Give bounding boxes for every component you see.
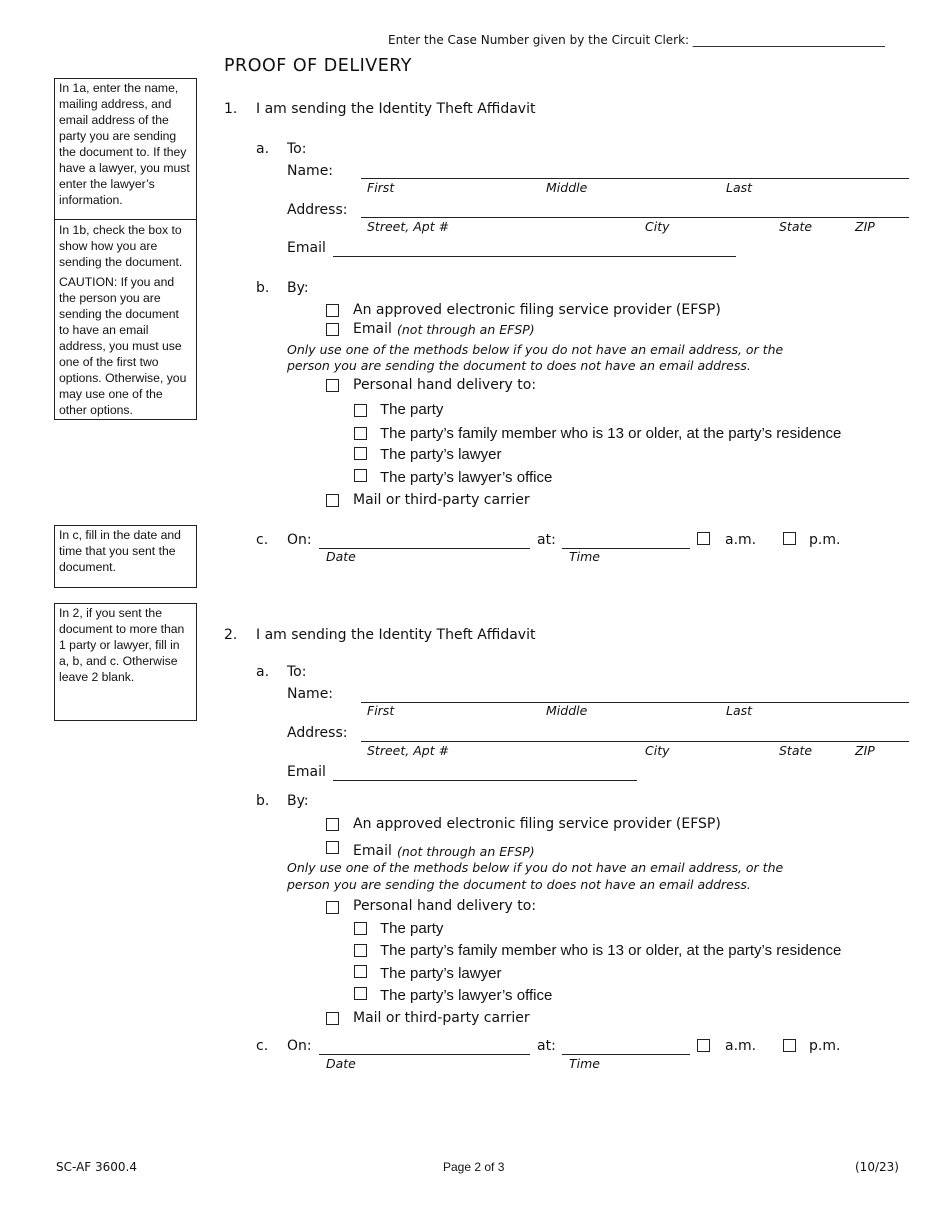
email-option-note: (not through an EFSP) — [397, 844, 535, 859]
efsp-checkbox[interactable] — [326, 304, 339, 317]
mail-checkbox[interactable] — [326, 494, 339, 507]
state-caption: State — [779, 743, 813, 758]
page-number: Page 2 of 3 — [443, 1160, 505, 1174]
instruction-text: In c, fill in the date and time that you sent the document. — [59, 528, 181, 574]
first-caption: First — [367, 180, 395, 195]
caution-text: CAUTION: If you and the person you are sending the document to have an email address, you must use one of the first two options. Otherwise, you may use one of the other options. — [59, 275, 187, 417]
city-caption: City — [645, 743, 670, 758]
lawyer-office-checkbox[interactable] — [354, 987, 367, 1000]
family-member-checkbox[interactable] — [354, 427, 367, 440]
am-checkbox[interactable] — [697, 1039, 710, 1052]
date-caption: Date — [326, 549, 356, 564]
section-number: 1. — [224, 101, 238, 117]
street-caption: Street, Apt # — [367, 743, 450, 758]
the-party-label: The party — [380, 401, 444, 418]
name-label: Name: — [287, 686, 334, 702]
name-label: Name: — [287, 163, 334, 179]
form-id: SC-AF 3600.4 — [56, 1160, 137, 1174]
instruction-box-2 — [54, 603, 197, 721]
zip-caption: ZIP — [855, 219, 875, 234]
name-field[interactable] — [361, 702, 909, 703]
zip-caption: ZIP — [855, 743, 875, 758]
instruction-box-1a — [54, 78, 197, 220]
item-a-label: a. — [256, 664, 270, 680]
pm-checkbox[interactable] — [783, 532, 796, 545]
name-field[interactable] — [361, 178, 909, 179]
item-b-label: b. — [256, 793, 270, 809]
page-title: PROOF OF DELIVERY — [224, 56, 412, 76]
mail-checkbox[interactable] — [326, 1012, 339, 1025]
lawyer-office-label: The party’s lawyer’s office — [380, 987, 553, 1004]
email-checkbox[interactable] — [326, 323, 339, 336]
hand-delivery-label: Personal hand delivery to: — [353, 377, 537, 393]
by-label: By: — [287, 793, 309, 809]
last-caption: Last — [726, 703, 753, 718]
email-label: Email — [287, 764, 326, 780]
email-option-label: Email — [353, 321, 392, 337]
efsp-option-label: An approved electronic filing service provider (EFSP) — [353, 816, 721, 832]
pm-checkbox[interactable] — [783, 1039, 796, 1052]
family-member-label: The party’s family member who is 13 or older, at the party’s residence — [380, 942, 842, 959]
item-a-label: a. — [256, 141, 270, 157]
address-label: Address: — [287, 725, 348, 741]
street-caption: Street, Apt # — [367, 219, 450, 234]
email-option-label: Email — [353, 843, 392, 859]
instruction-box-c — [54, 525, 197, 588]
instruction-text: In 2, if you sent the document to more than 1 party or lawyer, fill in a, b, and c. Otherwise leave 2 blank. — [59, 606, 185, 684]
the-party-checkbox[interactable] — [354, 404, 367, 417]
method-note-line1: Only use one of the methods below if you do not have an email address, or the — [287, 342, 784, 357]
address-field[interactable] — [361, 217, 909, 218]
item-b-label: b. — [256, 280, 270, 296]
email-field[interactable] — [333, 256, 736, 257]
first-caption: First — [367, 703, 395, 718]
city-caption: City — [645, 219, 670, 234]
state-caption: State — [779, 219, 813, 234]
am-checkbox[interactable] — [697, 532, 710, 545]
revision-date: (10/23) — [855, 1160, 899, 1174]
email-label: Email — [287, 240, 326, 256]
case-number-prompt: Enter the Case Number given by the Circuit Clerk: ________________________________ — [388, 33, 885, 47]
mail-label: Mail or third-party carrier — [353, 492, 530, 508]
date-field[interactable] — [319, 1054, 530, 1055]
family-member-checkbox[interactable] — [354, 944, 367, 957]
middle-caption: Middle — [546, 703, 588, 718]
method-note-line2: person you are sending the document to does not have an email address. — [287, 877, 751, 892]
section-number: 2. — [224, 627, 238, 643]
section-heading: I am sending the Identity Theft Affidavit — [256, 627, 536, 643]
item-c-label: c. — [256, 1038, 269, 1054]
efsp-option-label: An approved electronic filing service provider (EFSP) — [353, 302, 721, 318]
method-note-line1: Only use one of the methods below if you do not have an email address, or the — [287, 860, 784, 875]
address-field[interactable] — [361, 741, 909, 742]
email-checkbox[interactable] — [326, 841, 339, 854]
efsp-checkbox[interactable] — [326, 818, 339, 831]
instruction-box-1b — [54, 218, 197, 420]
pm-label: p.m. — [809, 532, 841, 548]
hand-delivery-checkbox[interactable] — [326, 379, 339, 392]
middle-caption: Middle — [546, 180, 588, 195]
mail-label: Mail or third-party carrier — [353, 1010, 530, 1026]
party-lawyer-checkbox[interactable] — [354, 447, 367, 460]
email-option-note: (not through an EFSP) — [397, 322, 535, 337]
am-label: a.m. — [725, 532, 757, 548]
to-label: To: — [287, 664, 307, 680]
item-c-label: c. — [256, 532, 269, 548]
address-label: Address: — [287, 202, 348, 218]
on-label: On: — [287, 532, 312, 548]
method-note-line2: person you are sending the document to does not have an email address. — [287, 358, 751, 373]
time-caption: Time — [569, 1056, 600, 1071]
time-field[interactable] — [562, 1054, 690, 1055]
hand-delivery-checkbox[interactable] — [326, 901, 339, 914]
party-lawyer-label: The party’s lawyer — [380, 965, 502, 982]
by-label: By: — [287, 280, 309, 296]
the-party-checkbox[interactable] — [354, 922, 367, 935]
the-party-label: The party — [380, 920, 444, 937]
email-field[interactable] — [333, 780, 637, 781]
party-lawyer-checkbox[interactable] — [354, 965, 367, 978]
family-member-label: The party’s family member who is 13 or older, at the party’s residence — [380, 425, 842, 442]
date-caption: Date — [326, 1056, 356, 1071]
to-label: To: — [287, 141, 307, 157]
lawyer-office-label: The party’s lawyer’s office — [380, 469, 553, 486]
on-label: On: — [287, 1038, 312, 1054]
lawyer-office-checkbox[interactable] — [354, 469, 367, 482]
am-label: a.m. — [725, 1038, 757, 1054]
party-lawyer-label: The party’s lawyer — [380, 446, 502, 463]
instruction-text: In 1b, check the box to show how you are sending the document. — [59, 223, 183, 269]
section-heading: I am sending the Identity Theft Affidavit — [256, 101, 536, 117]
at-label: at: — [537, 532, 556, 548]
time-caption: Time — [569, 549, 600, 564]
instruction-text: In 1a, enter the name, mailing address, and email address of the party you are sending the document to. If they have a lawyer, you must enter the lawyer’s information. — [59, 81, 190, 207]
last-caption: Last — [726, 180, 753, 195]
pm-label: p.m. — [809, 1038, 841, 1054]
at-label: at: — [537, 1038, 556, 1054]
hand-delivery-label: Personal hand delivery to: — [353, 898, 537, 914]
